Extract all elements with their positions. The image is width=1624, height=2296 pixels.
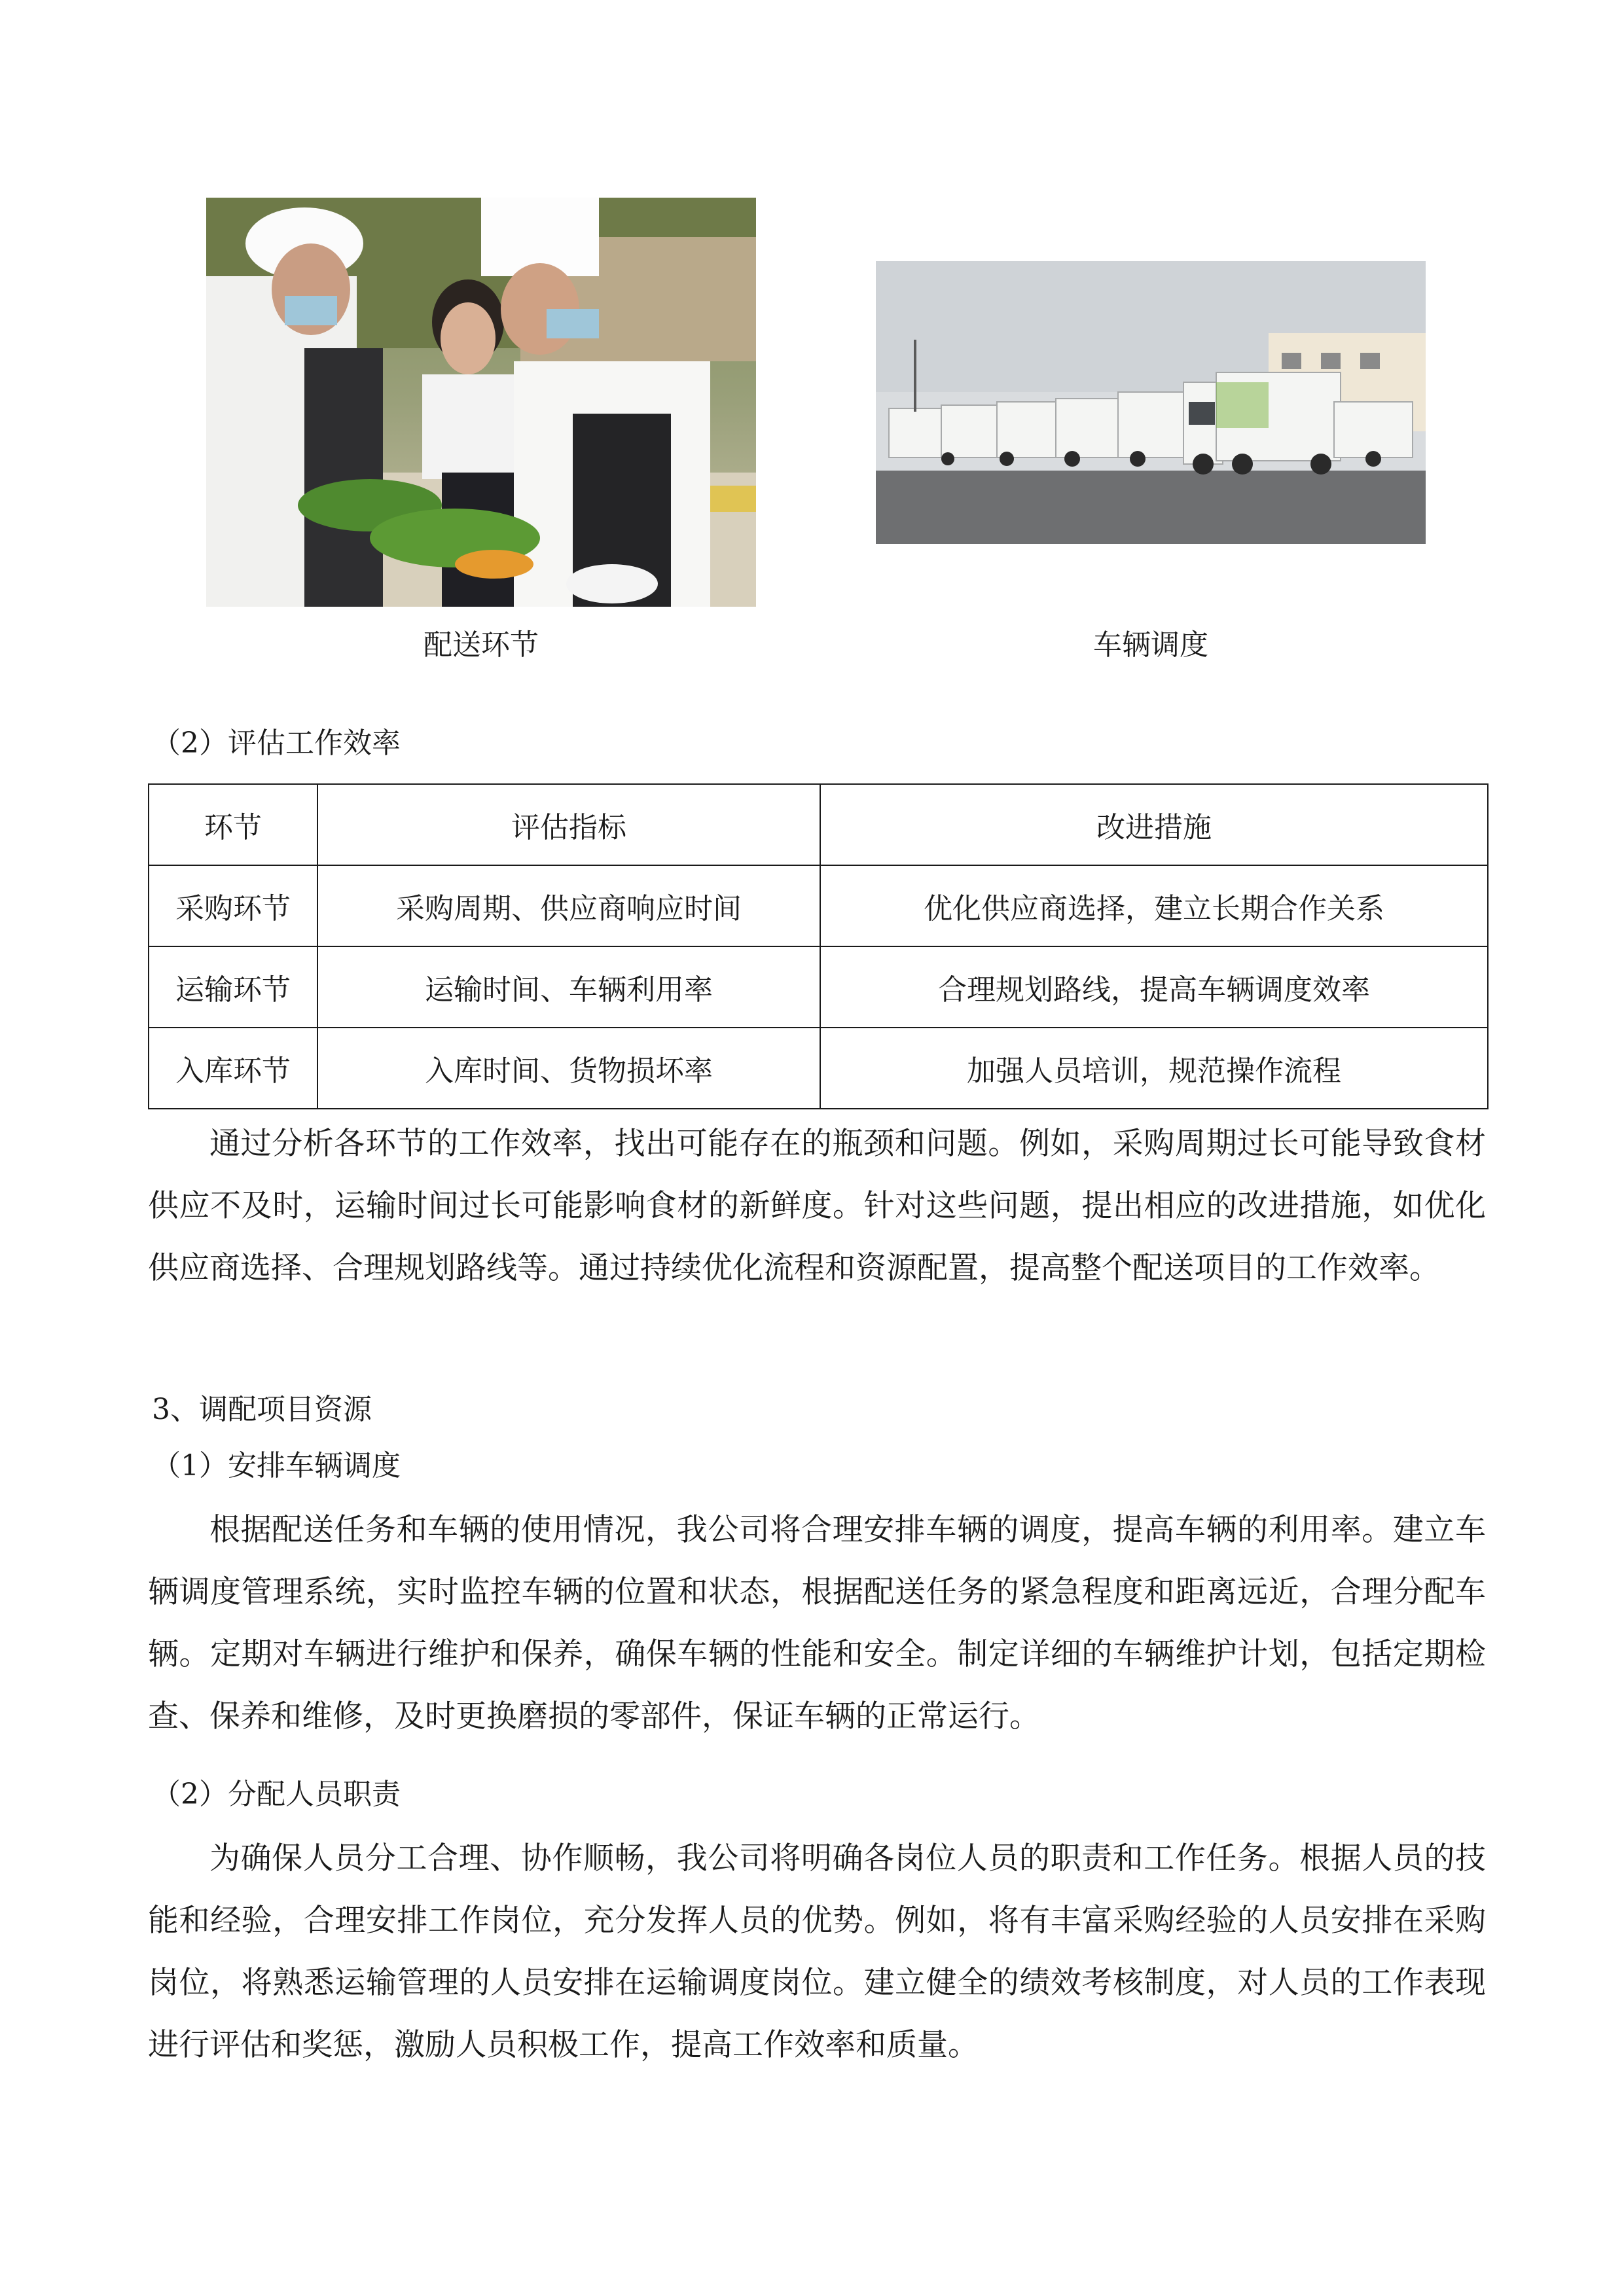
delivery-photo-icon bbox=[206, 198, 756, 607]
figure-caption-delivery: 配送环节 bbox=[424, 628, 539, 662]
table-cell: 运输时间、车辆利用率 bbox=[317, 946, 820, 1028]
table-cell: 入库时间、货物损坏率 bbox=[317, 1028, 820, 1109]
truck-fleet-photo bbox=[876, 261, 1426, 544]
table-cell: 加强人员培训，规范操作流程 bbox=[820, 1028, 1488, 1109]
table-cell: 优化供应商选择，建立长期合作关系 bbox=[820, 865, 1488, 946]
table-row bbox=[149, 865, 1488, 946]
table-header-cell: 评估指标 bbox=[317, 784, 820, 865]
table-header-row bbox=[149, 784, 1488, 865]
subsection-heading-staff-duties: （2）分配人员职责 bbox=[152, 1778, 401, 1811]
table-cell: 入库环节 bbox=[149, 1028, 317, 1109]
vehicle-dispatch-paragraph: 根据配送任务和车辆的使用情况，我公司将合理安排车辆的调度，提高车辆的利用率。建立车辆调度管理系统，实时监控车辆的位置和状态，根据配送任务的紧急程度和距离远近，合理分配车辆。定期对车辆进行维护和保养，确保车辆的性能和安全。制定详细的车辆维护计划，包括定期检查、保养和维修，及时更换磨损的零部件，保证车辆的正常运行。 bbox=[148, 1512, 1486, 1734]
table-row bbox=[149, 1028, 1488, 1109]
table-cell: 运输环节 bbox=[149, 946, 317, 1028]
staff-duties-paragraph: 为确保人员分工合理、协作顺畅，我公司将明确各岗位人员的职责和工作任务。根据人员的技能和经验，合理安排工作岗位，充分发挥人员的优势。例如，将有丰富采购经验的人员安排在采购岗位，将熟悉运输管理的人员安排在运输调度岗位。建立健全的绩效考核制度，对人员的工作表现进行评估和奖惩，激励人员积极工作，提高工作效率和质量。 bbox=[148, 1840, 1486, 2063]
delivery-photo bbox=[206, 198, 756, 607]
table-cell: 采购周期、供应商响应时间 bbox=[317, 865, 820, 946]
table-cell: 合理规划路线，提高车辆调度效率 bbox=[820, 946, 1488, 1028]
table-header-cell: 环节 bbox=[149, 784, 317, 865]
section-heading-allocate-resources: 3、调配项目资源 bbox=[152, 1393, 372, 1426]
efficiency-analysis-paragraph: 通过分析各环节的工作效率，找出可能存在的瓶颈和问题。例如，采购周期过长可能导致食材供应不及时，运输时间过长可能影响食材的新鲜度。针对这些问题，提出相应的改进措施，如优化供应商选择、合理规划路线等。通过持续优化流程和资源配置，提高整个配送项目的工作效率。 bbox=[148, 1126, 1486, 1286]
section-heading-evaluate-efficiency: （2）评估工作效率 bbox=[152, 726, 401, 760]
figure-caption-vehicle-dispatch: 车辆调度 bbox=[1093, 628, 1208, 662]
subsection-heading-vehicle-dispatch: （1）安排车辆调度 bbox=[152, 1449, 401, 1482]
table-cell: 采购环节 bbox=[149, 865, 317, 946]
efficiency-table bbox=[148, 783, 1489, 1109]
table-header-cell: 改进措施 bbox=[820, 784, 1488, 865]
table-row bbox=[149, 946, 1488, 1028]
truck-fleet-icon bbox=[876, 261, 1426, 544]
